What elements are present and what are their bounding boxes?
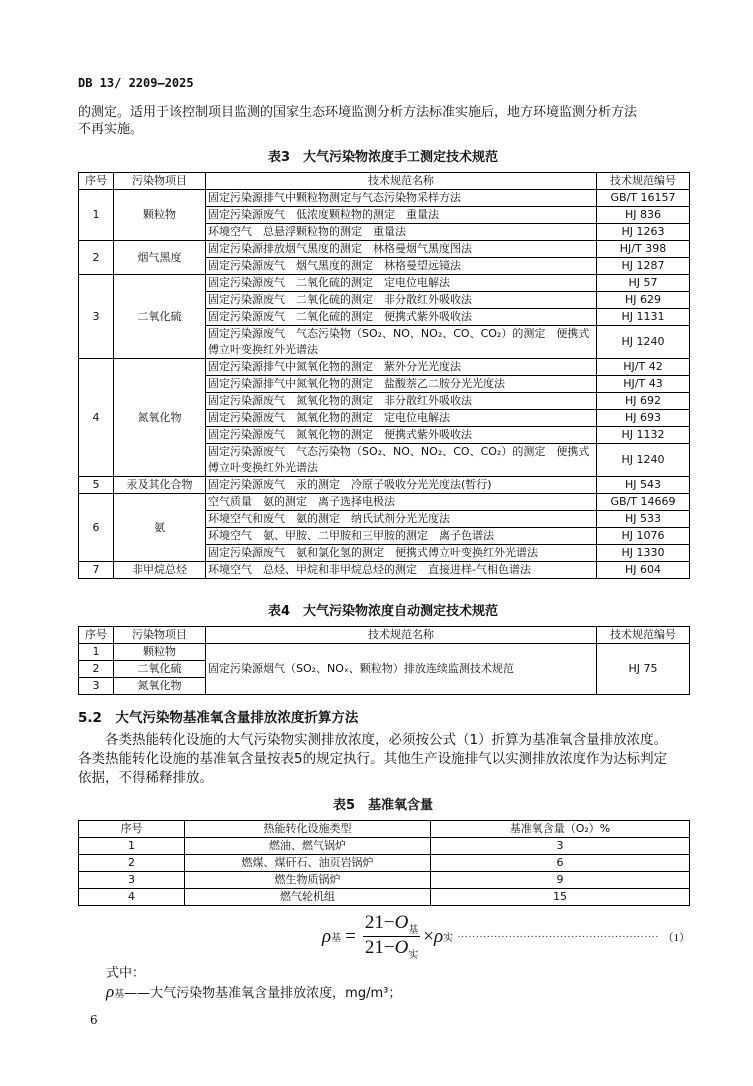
spec-name: 固定污染源排气中氮氧化物的测定 盐酸萘乙二胺分光光度法	[206, 376, 597, 393]
row-no: 1	[79, 644, 114, 661]
table-row	[79, 477, 690, 494]
spec-name: 固定污染源废气 二氧化硫的测定 定电位电解法	[206, 275, 597, 292]
spec-code: HJ 1076	[597, 528, 690, 545]
spec-code: HJ/T 398	[597, 241, 690, 258]
row-item: 颗粒物	[114, 644, 206, 661]
definition-text: ——大气污染物基准氧含量排放浓度，mg/m³；	[124, 986, 402, 1001]
row-no: 4	[79, 889, 185, 906]
header-no: 序号	[79, 173, 114, 190]
spec-code: HJ 1330	[597, 545, 690, 562]
spec-name: 固定污染源排放烟气黑度的测定 林格曼烟气黑度图法	[206, 241, 597, 258]
table3	[78, 172, 690, 579]
table-row	[79, 494, 690, 511]
table-row	[79, 889, 690, 906]
header-no: 序号	[79, 627, 114, 644]
table3-title: 表3 大气污染物浓度手工测定技术规范	[267, 150, 499, 165]
header-item: 污染物项目	[114, 173, 206, 190]
spec-name: 环境空气 氨、甲胺、二甲胺和三甲胺的测定 离子色谱法	[206, 528, 597, 545]
row-no: 5	[79, 477, 114, 494]
row-no: 7	[79, 562, 114, 579]
oxygen-content: 6	[431, 855, 690, 872]
leader-dots: ·······················································	[457, 930, 659, 943]
header-spec-code: 技术规范编号	[597, 627, 690, 644]
table-row	[79, 855, 690, 872]
spec-code: HJ 533	[597, 511, 690, 528]
spec-code: HJ 1263	[597, 224, 690, 241]
row-item: 二氧化硫	[114, 661, 206, 678]
row-item: 氮氧化物	[114, 359, 206, 477]
header-facility-type: 热能转化设施类型	[185, 821, 431, 838]
times: ×	[423, 925, 435, 947]
spec-name: 固定污染源废气 氨和氯化氢的测定 便携式傅立叶变换红外光谱法	[206, 545, 597, 562]
table4	[78, 626, 690, 695]
row-no: 1	[79, 190, 114, 241]
row-no: 1	[79, 838, 185, 855]
subscript: 基	[331, 933, 342, 944]
spec-name: 固定污染源废气 气态污染物（SO₂、NO、NO₂、CO、CO₂）的测定 便携式傅立叶变换红外光谱法	[206, 444, 597, 477]
intro-line-2: 不再实施。	[78, 122, 144, 137]
spec-name: 固定污染源废气 二氧化硫的测定 非分散红外吸收法	[206, 292, 597, 309]
header-item: 污染物项目	[114, 627, 206, 644]
spec-name: 固定污染源排气中颗粒物测定与气态污染物采样方法	[206, 190, 597, 207]
spec-code: HJ 629	[597, 292, 690, 309]
spec-name: 固定污染源烟气（SO₂、NOₓ、颗粒物）排放连续监测技术规范	[206, 644, 597, 695]
spec-name: 空气质量 氨的测定 离子选择电极法	[206, 494, 597, 511]
spec-code: HJ 57	[597, 275, 690, 292]
spec-name: 固定污染源废气 烟气黑度的测定 林格曼望远镜法	[206, 258, 597, 275]
spec-name: 环境空气和废气 氨的测定 纳氏试剂分光光度法	[206, 511, 597, 528]
oxygen-content: 9	[431, 872, 690, 889]
header-oxygen: 基准氧含量（O₂）%	[431, 821, 690, 838]
rho-symbol: ρ	[322, 925, 332, 947]
equation-number: （1）	[662, 931, 691, 944]
equals: =	[345, 925, 356, 947]
table-row	[79, 838, 690, 855]
page-number: 6	[90, 1013, 98, 1027]
facility-type: 燃煤、煤矸石、油页岩锅炉	[185, 855, 431, 872]
subscript: 实	[443, 933, 454, 944]
intro-line-1: 的测定。适用于该控制项目监测的国家生态环境监测分析方法标准实施后，地方环境监测分析方法	[78, 105, 638, 120]
spec-code: HJ 1240	[597, 326, 690, 359]
spec-code: GB/T 16157	[597, 190, 690, 207]
spec-name: 固定污染源废气 二氧化硫的测定 便携式紫外吸收法	[206, 309, 597, 326]
table-row	[79, 275, 690, 292]
section-line-1: 各类热能转化设施的大气污染物实测排放浓度，必须按公式（1）折算为基准氧含量排放浓度。	[78, 732, 668, 748]
document-code: DB 13/ 2209—2025	[78, 76, 194, 90]
spec-code: HJ 836	[597, 207, 690, 224]
spec-name: 固定污染源废气 汞的测定 冷原子吸收分光光度法(暂行)	[206, 477, 597, 494]
subscript: 实	[408, 950, 419, 961]
spec-code: HJ 1287	[597, 258, 690, 275]
row-item: 烟气黑度	[114, 241, 206, 275]
spec-code: HJ 604	[597, 562, 690, 579]
spec-code: HJ 1131	[597, 309, 690, 326]
facility-type: 燃生物质锅炉	[185, 872, 431, 889]
oxygen-content: 15	[431, 889, 690, 906]
row-no: 2	[79, 241, 114, 275]
spec-code: HJ 693	[597, 410, 690, 427]
spec-code: HJ 692	[597, 393, 690, 410]
spec-code: HJ/T 42	[597, 359, 690, 376]
subscript: 基	[114, 989, 125, 1000]
spec-name: 固定污染源废气 氮氧化物的测定 非分散红外吸收法	[206, 393, 597, 410]
section-line-2: 各类热能转化设施的基准氧含量按表5的规定执行。其他生产设施排气以实测排放浓度作为达标判定	[78, 751, 668, 767]
header-spec-code: 技术规范编号	[597, 173, 690, 190]
table4-title: 表4 大气污染物浓度自动测定技术规范	[267, 604, 499, 619]
formula-1	[322, 912, 690, 961]
row-no: 2	[79, 661, 114, 678]
spec-code: HJ/T 43	[597, 376, 690, 393]
spec-name: 固定污染源废气 氮氧化物的测定 便携式紫外吸收法	[206, 427, 597, 444]
rho-symbol: ρ	[106, 982, 115, 1001]
spec-name: 固定污染源废气 低浓度颗粒物的测定 重量法	[206, 207, 597, 224]
row-no: 3	[79, 275, 114, 359]
header-spec-name: 技术规范名称	[206, 173, 597, 190]
row-item: 汞及其化合物	[114, 477, 206, 494]
row-no: 6	[79, 494, 114, 562]
row-no: 3	[79, 872, 185, 889]
fraction	[363, 912, 420, 961]
numerator: 21−	[364, 912, 395, 933]
table-row	[79, 562, 690, 579]
header-no: 序号	[79, 821, 185, 838]
o-symbol: O	[394, 912, 409, 933]
rho-symbol: ρ	[434, 925, 444, 947]
o-symbol: O	[394, 937, 409, 958]
table-row	[79, 359, 690, 376]
spec-name: 固定污染源废气 气态污染物（SO₂、NO、NO₂、CO、CO₂）的测定 便携式傅立叶变换红外光谱法	[206, 326, 597, 359]
section-line-3: 依据，不得稀释排放。	[78, 770, 213, 786]
row-item: 颗粒物	[114, 190, 206, 241]
header-spec-name: 技术规范名称	[206, 627, 597, 644]
row-item: 氮氧化物	[114, 678, 206, 695]
table5-title: 表5 基准氧含量	[332, 798, 434, 813]
spec-code: HJ 1240	[597, 444, 690, 477]
spec-code: GB/T 14669	[597, 494, 690, 511]
spec-code: HJ 75	[597, 644, 690, 695]
row-item: 非甲烷总烃	[114, 562, 206, 579]
spec-name: 固定污染源废气 氮氧化物的测定 定电位电解法	[206, 410, 597, 427]
row-no: 4	[79, 359, 114, 477]
row-item: 氨	[114, 494, 206, 562]
oxygen-content: 3	[431, 838, 690, 855]
row-item: 二氧化硫	[114, 275, 206, 359]
facility-type: 燃气轮机组	[185, 889, 431, 906]
table-row	[79, 872, 690, 889]
section-heading: 5.2 大气污染物基准氧含量排放浓度折算方法	[78, 710, 359, 726]
spec-code: HJ 543	[597, 477, 690, 494]
subscript: 基	[408, 925, 419, 936]
row-no: 3	[79, 678, 114, 695]
table-row	[79, 190, 690, 207]
table-row	[79, 241, 690, 258]
spec-name: 环境空气 总烃、甲烷和非甲烷总烃的测定 直接进样-气相色谱法	[206, 562, 597, 579]
denominator: 21−	[364, 937, 395, 958]
where-definition	[106, 982, 401, 1002]
spec-code: HJ 1132	[597, 427, 690, 444]
where-label: 式中：	[106, 966, 146, 981]
table5	[78, 820, 690, 906]
table-row	[79, 644, 690, 661]
facility-type: 燃油、燃气锅炉	[185, 838, 431, 855]
spec-name: 固定污染源排气中氮氧化物的测定 紫外分光光度法	[206, 359, 597, 376]
row-no: 2	[79, 855, 185, 872]
spec-name: 环境空气 总悬浮颗粒物的测定 重量法	[206, 224, 597, 241]
